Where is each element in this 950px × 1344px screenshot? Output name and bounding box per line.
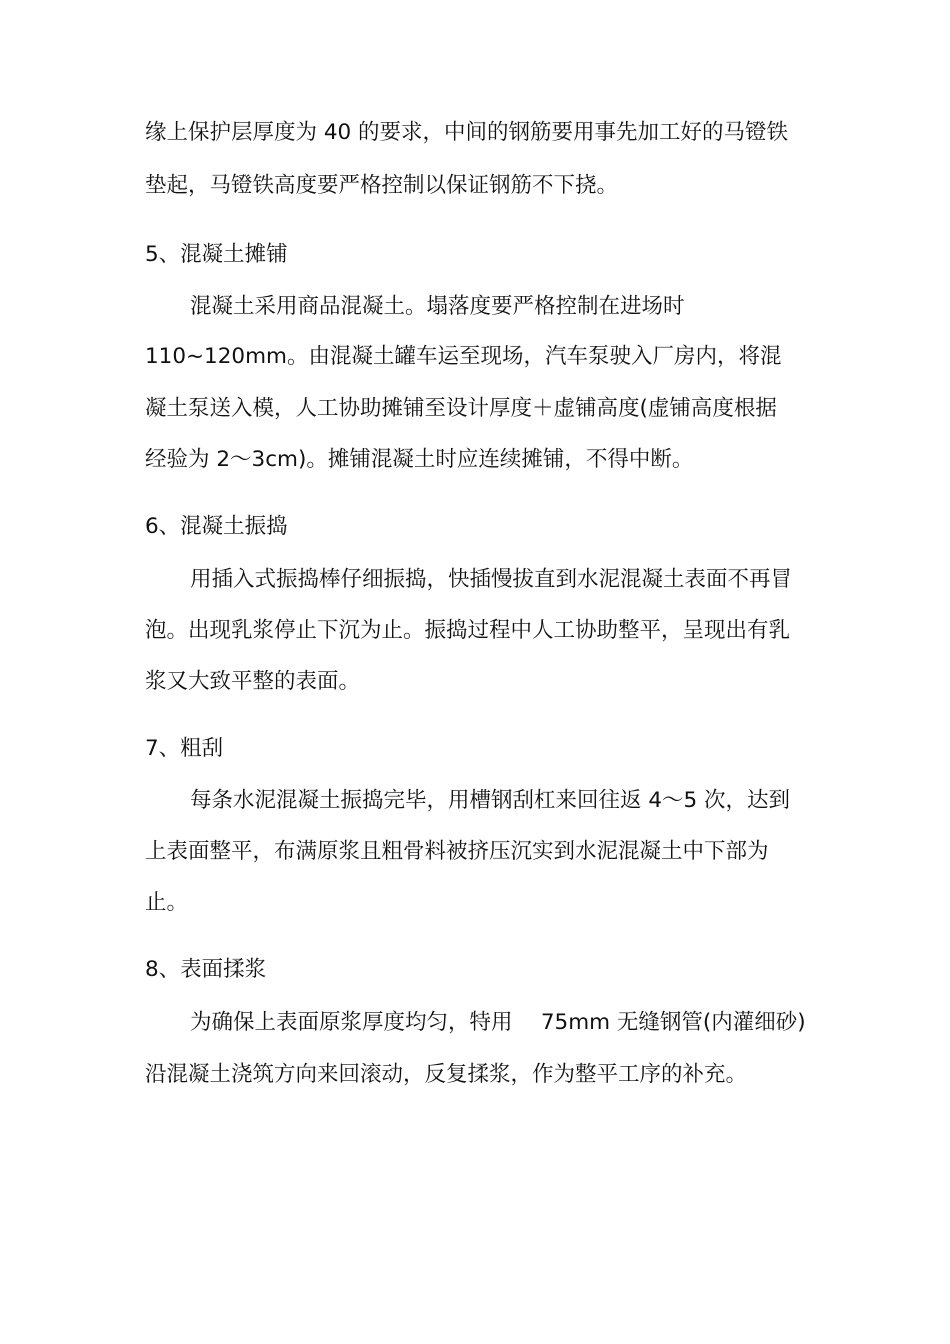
paragraph-line: 缘上保护层厚度为 40 的要求，中间的钢筋要用事先加工好的马镫铁	[145, 120, 789, 145]
section-heading-8: 8、表面揉浆	[145, 957, 267, 982]
paragraph-line: 凝土泵送入模，人工协助摊铺至设计厚度＋虚铺高度(虚铺高度根据	[145, 396, 777, 421]
paragraph-line: 垫起，马镫铁高度要严格控制以保证钢筋不下挠。	[145, 173, 619, 198]
section-heading-5: 5、混凝土摊铺	[145, 242, 288, 267]
paragraph-line: 为确保上表面原浆厚度均匀，特用 75mm 无缝钢管(内灌细砂)	[190, 1010, 806, 1035]
section-heading-7: 7、粗刮	[145, 736, 224, 761]
section-heading-6: 6、混凝土振捣	[145, 514, 288, 539]
paragraph-line: 止。	[145, 890, 189, 915]
paragraph-line: 每条水泥混凝土振捣完毕，用槽钢刮杠来回往返 4～5 次，达到	[190, 788, 791, 813]
paragraph-line: 浆又大致平整的表面。	[145, 669, 361, 694]
paragraph-line: 经验为 2～3cm)。摊铺混凝土时应连续摊铺，不得中断。	[145, 447, 694, 472]
paragraph-line: 沿混凝土浇筑方向来回滚动，反复揉浆，作为整平工序的补充。	[145, 1062, 748, 1087]
paragraph-line: 混凝土采用商品混凝土。塌落度要严格控制在进场时	[190, 294, 685, 319]
paragraph-line: 110~120mm。由混凝土罐车运至现场，汽车泵驶入厂房内，将混	[145, 344, 782, 369]
paragraph-line: 上表面整平，布满原浆且粗骨料被挤压沉实到水泥混凝土中下部为	[145, 839, 769, 864]
paragraph-line: 泡。出现乳浆停止下沉为止。振捣过程中人工协助整平，呈现出有乳	[145, 618, 791, 643]
paragraph-line: 用插入式振捣棒仔细振捣，快插慢拔直到水泥混凝土表面不再冒	[190, 567, 793, 592]
